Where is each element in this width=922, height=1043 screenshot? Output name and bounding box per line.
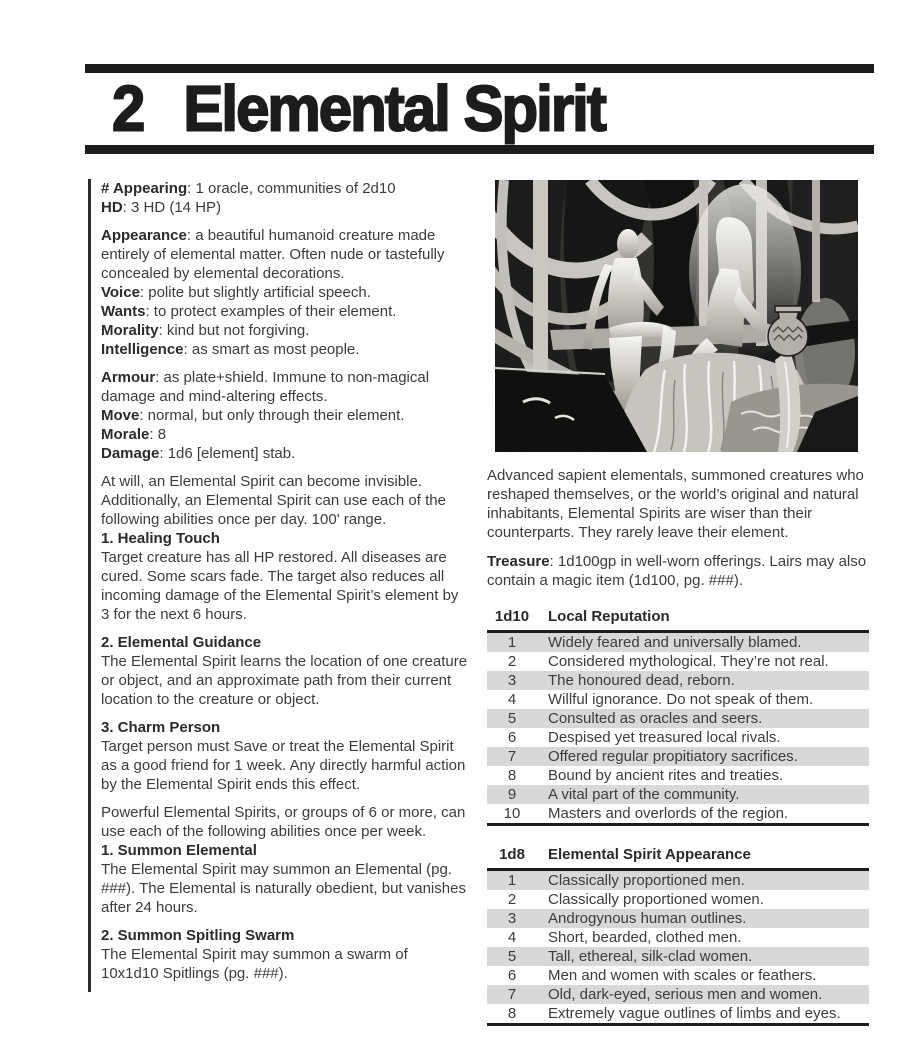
table-row bbox=[487, 633, 869, 652]
stat-label: Morality bbox=[101, 322, 159, 339]
stat-line: HD: 3 HD (14 HP) bbox=[101, 199, 222, 216]
die-result: 5 bbox=[507, 710, 517, 727]
table-row bbox=[487, 671, 869, 690]
die-result: 2 bbox=[507, 653, 517, 670]
result-text: Androgynous human outlines. bbox=[548, 910, 747, 927]
stat-line: # Appearing: 1 oracle, communities of 2d10 bbox=[101, 180, 396, 197]
die-result: 3 bbox=[507, 910, 517, 927]
result-text: Classically proportioned women. bbox=[548, 891, 764, 908]
random-table bbox=[487, 605, 869, 826]
result-text: A vital part of the community. bbox=[548, 786, 740, 803]
table-row bbox=[487, 966, 869, 985]
table-header bbox=[487, 843, 869, 871]
result-text: Consulted as oracles and seers. bbox=[548, 710, 763, 727]
result-text: Masters and overlords of the region. bbox=[548, 805, 789, 822]
lore-paragraph: Advanced sapient elementals, summoned creatures who reshaped themselves, or the world’s original and natural inhabitants, Elemental Spirits are wiser than their counterparts. They rarely leave their element. bbox=[487, 467, 864, 541]
treasure-text: : 1d100gp in well-worn offerings. Lairs may also contain a magic item (1d100, pg. ###). bbox=[487, 553, 867, 589]
chapter-number: 2 bbox=[112, 73, 144, 145]
die-result: 1 bbox=[507, 634, 517, 651]
ability-text: The Elemental Spirit may summon an Elemental (pg. ###). The Elemental is naturally obedient, but vanishes after 24 hours. bbox=[101, 861, 466, 916]
result-text: Tall, ethereal, silk-clad women. bbox=[548, 948, 753, 965]
stat-label: Damage bbox=[101, 445, 160, 462]
result-text: Short, bearded, clothed men. bbox=[548, 929, 742, 946]
table-header bbox=[487, 605, 869, 633]
die-result: 6 bbox=[507, 729, 517, 746]
table-row bbox=[487, 652, 869, 671]
ability-text: Target person must Save or treat the Elemental Spirit as a good friend for 1 week. Any directly harmful action by the Elemental Spirit ends this effect. bbox=[101, 738, 466, 793]
stat-line: Appearance: a beautiful humanoid creature made entirely of elemental matter. Often nude or tastefully concealed by elemental decorations. bbox=[101, 227, 445, 282]
stat-label: Wants bbox=[101, 303, 146, 320]
ability-text: The Elemental Spirit learns the location of one creature or object, and an approximate path from their current location to the creature or object. bbox=[101, 653, 468, 708]
title-rule-top bbox=[85, 64, 874, 73]
random-table bbox=[487, 843, 869, 1026]
die-column-header: 1d10 bbox=[494, 608, 530, 625]
result-text: Extremely vague outlines of limbs and eyes. bbox=[548, 1005, 841, 1022]
stat-label: Voice bbox=[101, 284, 140, 301]
die-result: 7 bbox=[507, 748, 517, 765]
ability-block bbox=[101, 841, 469, 917]
result-text: Men and women with scales or feathers. bbox=[548, 967, 817, 984]
ability-text: Target creature has all HP restored. All diseases are cured. Some scars fade. The target also reduces all incoming damage of the Elemental Spirit’s element by 3 for the next 6 hours. bbox=[101, 549, 459, 623]
result-text: Offered regular propitiatory sacrifices. bbox=[548, 748, 798, 765]
die-result: 5 bbox=[507, 948, 517, 965]
ability-block bbox=[101, 718, 469, 794]
die-result: 8 bbox=[507, 767, 517, 784]
ability-block bbox=[101, 633, 469, 709]
stat-line: Armour: as plate+shield. Immune to non-magical damage and mind-altering effects. bbox=[101, 369, 430, 405]
stat-line: Voice: polite but slightly artificial speech. bbox=[101, 284, 371, 301]
ability-title: 1. Healing Touch bbox=[101, 530, 220, 547]
result-text: The honoured dead, reborn. bbox=[548, 672, 735, 689]
treasure-label: Treasure bbox=[487, 553, 550, 570]
stat-label: Armour bbox=[101, 369, 156, 386]
page-title bbox=[85, 73, 874, 145]
table-row bbox=[487, 728, 869, 747]
die-result: 8 bbox=[507, 1005, 517, 1022]
random-tables bbox=[487, 605, 876, 1026]
lore-column bbox=[487, 180, 876, 1043]
die-result: 7 bbox=[507, 986, 517, 1003]
stat-label: Move bbox=[101, 407, 140, 424]
ability-title: 3. Charm Person bbox=[101, 719, 221, 736]
table-row bbox=[487, 747, 869, 766]
table-row bbox=[487, 804, 869, 823]
stat-line: Move: normal, but only through their element. bbox=[101, 407, 405, 424]
ability-title: 1. Summon Elemental bbox=[101, 842, 257, 859]
table-title: Local Reputation bbox=[548, 608, 670, 625]
table-row bbox=[487, 928, 869, 947]
chapter-name: Elemental Spirit bbox=[183, 73, 605, 145]
stat-line: Morality: kind but not forgiving. bbox=[101, 322, 310, 339]
ability-block bbox=[101, 926, 469, 983]
stat-label: Appearance bbox=[101, 227, 187, 244]
die-result: 6 bbox=[507, 967, 517, 984]
die-result: 3 bbox=[507, 672, 517, 689]
table-row bbox=[487, 871, 869, 890]
ability-text: The Elemental Spirit may summon a swarm of 10x1d10 Spitlings (pg. ###). bbox=[101, 946, 408, 982]
result-text: Widely feared and universally blamed. bbox=[548, 634, 802, 651]
table-row bbox=[487, 985, 869, 1004]
result-text: Willful ignorance. Do not speak of them. bbox=[548, 691, 814, 708]
die-column-header: 1d8 bbox=[499, 846, 525, 863]
stat-column bbox=[88, 179, 469, 992]
table-row bbox=[487, 909, 869, 928]
stat-line: Morale: 8 bbox=[101, 426, 167, 443]
die-result: 9 bbox=[507, 786, 517, 803]
die-result: 4 bbox=[507, 929, 517, 946]
stat-label: Morale bbox=[101, 426, 150, 443]
ability-title: 2. Elemental Guidance bbox=[101, 634, 262, 651]
table-row bbox=[487, 1004, 869, 1023]
table-row bbox=[487, 690, 869, 709]
table-row bbox=[487, 766, 869, 785]
paragraph: Powerful Elemental Spirits, or groups of 6 or more, can use each of the following abilities once per week. bbox=[101, 804, 466, 840]
table-row bbox=[487, 947, 869, 966]
stat-block bbox=[101, 226, 469, 359]
stat-line: Damage: 1d6 [element] stab. bbox=[101, 445, 296, 462]
result-text: Classically proportioned men. bbox=[548, 872, 745, 889]
stat-line: Intelligence: as smart as most people. bbox=[101, 341, 360, 358]
die-result: 1 bbox=[507, 872, 517, 889]
treasure-line bbox=[487, 552, 876, 590]
stat-line: Wants: to protect examples of their element. bbox=[101, 303, 397, 320]
title-rule-bottom bbox=[85, 145, 874, 154]
ability-block bbox=[101, 529, 469, 624]
stat-label: Intelligence bbox=[101, 341, 184, 358]
result-text: Bound by ancient rites and treaties. bbox=[548, 767, 784, 784]
die-result: 10 bbox=[503, 805, 521, 822]
chapter-title-block bbox=[85, 64, 874, 154]
table-title: Elemental Spirit Appearance bbox=[548, 846, 751, 863]
result-text: Considered mythological. They’re not real. bbox=[548, 653, 829, 670]
stat-label: HD bbox=[101, 199, 123, 216]
table-row bbox=[487, 709, 869, 728]
ability-title: 2. Summon Spitling Swarm bbox=[101, 927, 295, 944]
table-row bbox=[487, 785, 869, 804]
paragraph: Additionally, an Elemental Spirit can use each of the following abilities once per day. 100' range. bbox=[101, 492, 446, 528]
table-row bbox=[487, 890, 869, 909]
stat-block bbox=[101, 179, 469, 217]
paragraph: At will, an Elemental Spirit can become invisible. bbox=[101, 473, 422, 490]
elemental-spirits-illustration bbox=[495, 180, 858, 452]
stat-block bbox=[101, 368, 469, 463]
stat-label: # Appearing bbox=[101, 180, 188, 197]
result-text: Despised yet treasured local rivals. bbox=[548, 729, 781, 746]
die-result: 4 bbox=[507, 691, 517, 708]
die-result: 2 bbox=[507, 891, 517, 908]
result-text: Old, dark-eyed, serious men and women. bbox=[548, 986, 823, 1003]
